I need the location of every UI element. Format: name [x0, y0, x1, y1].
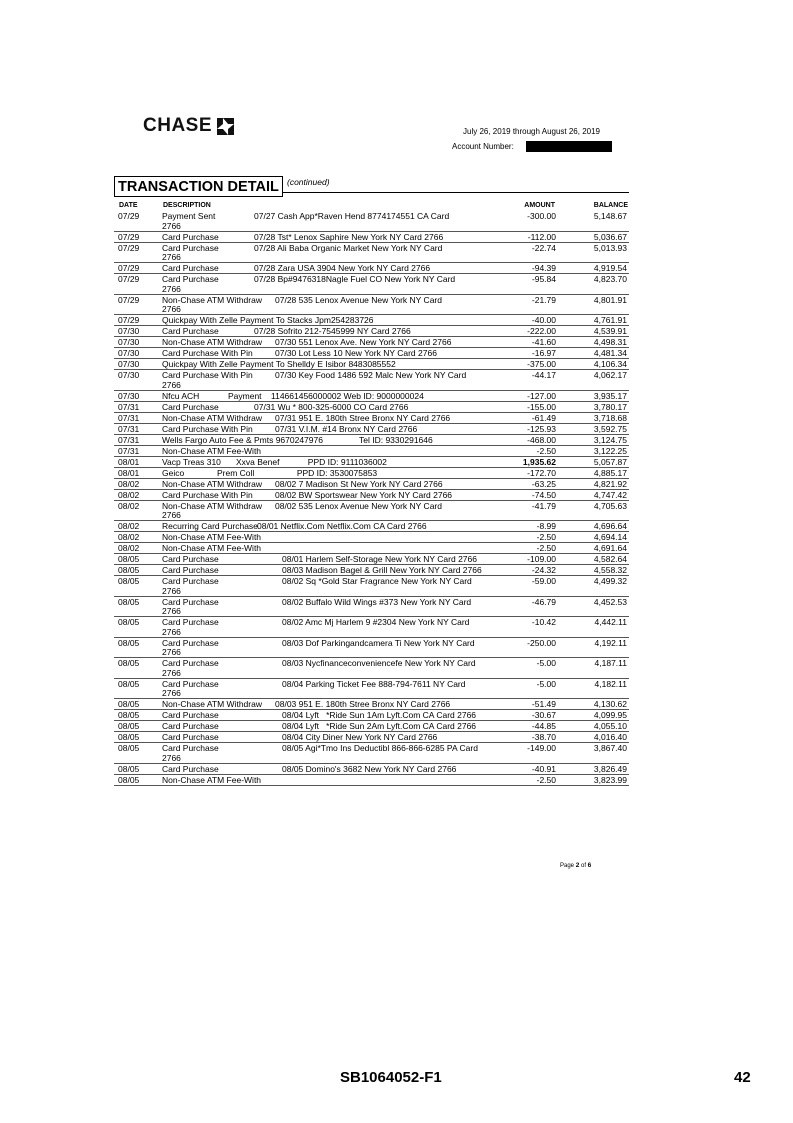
transaction-date: 08/02: [118, 500, 140, 511]
transaction-amount: -2.50: [536, 532, 556, 542]
transaction-type: Card Purchase: [162, 596, 219, 607]
transaction-amount: -61.49: [531, 412, 556, 423]
transaction-balance: 5,148.67: [593, 211, 627, 221]
transaction-balance: 4,187.11: [594, 658, 627, 668]
transaction-card-suffix: 2766: [162, 510, 181, 520]
transaction-detail: 07/28 Bp#9476318Nagle Fuel CO New York NY Card: [254, 274, 456, 284]
transaction-detail: 08/02 BW Sportswear New York NY Card 2766: [275, 489, 453, 500]
transaction-detail: 08/02 Amc Mj Harlem 9 #2304 New York NY Card: [282, 617, 470, 627]
transaction-card-suffix: 2766: [162, 647, 181, 657]
transaction-type: Card Purchase: [162, 576, 219, 586]
transaction-amount: -94.39: [531, 263, 556, 273]
transaction-row: [114, 263, 629, 274]
transaction-date: 07/29: [118, 242, 140, 253]
transaction-balance: 3,935.17: [593, 390, 627, 401]
transaction-card-suffix: 2766: [162, 252, 181, 262]
transaction-date: 07/30: [118, 390, 140, 401]
transaction-row: [114, 402, 629, 413]
transaction-detail: 08/03 Dof Parkingandcamera Ti New York NY Card: [282, 637, 475, 648]
transaction-type: Nfcu ACH: [162, 390, 200, 401]
transaction-date: 07/29: [118, 211, 140, 221]
transaction-date: 07/29: [118, 294, 140, 305]
transaction-type: Card Purchase: [162, 231, 219, 242]
transaction-date: 07/31: [118, 412, 140, 423]
transaction-detail: 07/28 535 Lenox Avenue New York NY Card: [275, 294, 442, 305]
transaction-balance: 4,498.31: [593, 337, 627, 347]
chase-octagon-icon: [217, 118, 234, 135]
transaction-balance: 4,481.34: [593, 348, 627, 358]
transaction-row: [114, 699, 629, 710]
transaction-detail: 08/04 City Diner New York NY Card 2766: [282, 732, 438, 742]
statement-period: July 26, 2019 through August 26, 2019: [463, 127, 600, 136]
transaction-date: 07/30: [118, 337, 140, 347]
transaction-detail: 07/28 Zara USA 3904 New York NY Card 2766: [254, 263, 431, 273]
transaction-row: [114, 468, 629, 479]
transaction-type: Non-Chase ATM Fee-With: [162, 543, 262, 553]
transaction-amount: -74.50: [531, 489, 556, 500]
transaction-date: 08/05: [118, 658, 140, 668]
transaction-row: [114, 764, 629, 775]
brand-name: CHASE: [143, 115, 213, 136]
transaction-balance: 4,452.53: [593, 596, 627, 607]
transaction-row: [114, 274, 629, 295]
transaction-date: 08/05: [118, 554, 140, 564]
page-indicator: [560, 862, 591, 869]
transaction-detail: 08/03 951 E. 180th Stree Bronx NY Card 2766: [275, 699, 451, 709]
transaction-type: Card Purchase: [162, 732, 219, 742]
transaction-balance: 4,130.62: [593, 699, 627, 709]
transaction-list: [114, 211, 629, 786]
transaction-detail: 08/03 Nycfinanceconveniencefe New York NY Card: [282, 658, 476, 668]
transaction-amount: -51.49: [531, 699, 556, 709]
transaction-type: Card Purchase: [162, 763, 219, 774]
transaction-row: [114, 617, 629, 638]
transaction-card-suffix: 2766: [162, 667, 181, 678]
transaction-date: 07/31: [118, 434, 140, 445]
transaction-row: [114, 658, 629, 679]
transaction-amount: -44.85: [531, 721, 556, 731]
transaction-detail: 08/04 Parking Ticket Fee 888-794-7611 NY Card: [282, 678, 466, 689]
transaction-date: 08/02: [118, 532, 140, 542]
transaction-date: 07/31: [118, 445, 140, 456]
transaction-detail: 07/31 V.I.M. #14 Bronx NY Card 2766: [275, 423, 418, 434]
transaction-row: [114, 232, 629, 243]
transaction-date: 08/05: [118, 678, 140, 689]
transaction-type: Card Purchase: [162, 326, 219, 336]
transaction-amount: -172.70: [527, 467, 556, 478]
transaction-balance: 4,696.64: [593, 521, 627, 531]
transaction-amount: -24.32: [531, 565, 556, 575]
transaction-type: Card Purchase: [162, 637, 219, 648]
transaction-type: Card Purchase: [162, 658, 219, 668]
transaction-balance: 4,106.34: [593, 359, 627, 369]
transaction-card-suffix: 2766: [162, 304, 181, 314]
transaction-type: Non-Chase ATM Withdraw: [162, 337, 262, 347]
transaction-detail: 08/02 7 Madison St New York NY Card 2766: [275, 478, 443, 489]
transaction-row: [114, 479, 629, 490]
transaction-balance: 3,823.99: [593, 774, 627, 785]
transaction-balance: 4,919.54: [593, 263, 627, 273]
transaction-type: Non-Chase ATM Withdraw: [162, 699, 262, 709]
page-label: Page: [560, 863, 575, 869]
transaction-balance: 3,122.25: [593, 445, 627, 456]
transaction-amount: -41.60: [531, 337, 556, 347]
column-header-amount: AMOUNT: [524, 202, 555, 209]
transaction-type: Card Purchase: [162, 242, 219, 253]
transaction-row: [114, 211, 629, 232]
transaction-row: [114, 243, 629, 264]
transaction-row: [114, 521, 629, 532]
transaction-amount: -41.79: [531, 500, 556, 511]
transaction-type: Card Purchase With Pin: [162, 370, 253, 380]
transaction-type: Non-Chase ATM Fee-With: [162, 774, 262, 785]
transaction-amount: -59.00: [531, 576, 556, 586]
transaction-type: Geico: [162, 467, 185, 478]
page-current: 2: [575, 862, 580, 869]
transaction-type: Quickpay With Zelle Payment To Stacks Jpm254283726: [162, 315, 374, 325]
transaction-date: 08/05: [118, 565, 140, 575]
transaction-type: Card Purchase: [162, 721, 219, 731]
transaction-date: 08/05: [118, 699, 140, 709]
transaction-type: Card Purchase: [162, 678, 219, 689]
transaction-date: 08/05: [118, 743, 140, 753]
transaction-balance: 3,718.68: [593, 412, 627, 423]
transaction-balance: 5,057.87: [593, 456, 627, 467]
transaction-balance: 4,016.40: [593, 732, 627, 742]
transaction-card-suffix: 2766: [162, 606, 181, 616]
transaction-balance: 4,558.32: [593, 565, 627, 575]
transaction-balance: 4,747.42: [593, 489, 627, 500]
transaction-date: 07/29: [118, 263, 140, 273]
transaction-amount: 1,935.62: [522, 456, 556, 467]
transaction-detail: Xxva Benef PPD ID: 9111036002: [236, 456, 387, 467]
transaction-amount: -63.25: [531, 478, 556, 489]
transaction-detail: 07/30 551 Lenox Ave. New York NY Card 2766: [275, 337, 452, 347]
transaction-amount: -125.93: [527, 423, 556, 434]
transaction-date: 08/05: [118, 617, 140, 627]
transaction-date: 08/01: [118, 467, 140, 478]
transaction-balance: 4,761.91: [593, 315, 627, 325]
transaction-row: [114, 391, 629, 402]
transaction-amount: -8.99: [536, 521, 556, 531]
transaction-balance: 4,099.95: [593, 710, 627, 720]
transaction-amount: -10.42: [531, 617, 556, 627]
transaction-row: [114, 315, 629, 326]
transaction-amount: -109.00: [527, 554, 556, 564]
document-id: SB1064052-F1: [340, 1069, 442, 1086]
transaction-card-suffix: 2766: [162, 585, 181, 596]
transaction-date: 07/30: [118, 370, 140, 380]
transaction-balance: 4,182.11: [594, 678, 627, 689]
section-title: TRANSACTION DETAIL: [114, 176, 283, 197]
chase-logo: [143, 115, 234, 137]
transaction-detail: 08/02 Sq *Gold Star Fragrance New York NY Card: [282, 576, 472, 586]
transaction-type: Card Purchase With Pin: [162, 348, 253, 358]
transaction-date: 07/29: [118, 231, 140, 242]
transaction-detail: Tel ID: 9330291646: [359, 434, 433, 445]
transaction-row: [114, 775, 629, 786]
transaction-type: Wells Fargo Auto Fee & Pmts 9670247976: [162, 434, 323, 445]
transaction-balance: 4,823.70: [593, 274, 627, 284]
transaction-balance: 4,821.92: [593, 478, 627, 489]
transaction-date: 08/02: [118, 489, 140, 500]
transaction-row: [114, 326, 629, 337]
transaction-amount: -95.84: [531, 274, 556, 284]
transaction-balance: 5,013.93: [593, 242, 627, 253]
transaction-row: [114, 295, 629, 316]
transaction-detail: 07/28 Ali Baba Organic Market New York NY Card: [254, 242, 443, 253]
transaction-row: [114, 732, 629, 743]
transaction-row: [114, 424, 629, 435]
transaction-detail: 07/30 Lot Less 10 New York NY Card 2766: [275, 348, 437, 358]
transaction-type: Card Purchase With Pin: [162, 489, 253, 500]
transaction-amount: -149.00: [527, 743, 556, 753]
transaction-type: Non-Chase ATM Fee-With: [162, 532, 262, 542]
transaction-card-suffix: 2766: [162, 688, 181, 698]
transaction-amount: -375.00: [527, 359, 556, 369]
transaction-date: 08/05: [118, 732, 140, 742]
transaction-card-suffix: 2766: [162, 752, 181, 763]
transaction-detail: 08/04 Lyft *Ride Sun 2Am Lyft.Com CA Card 2766: [282, 721, 477, 731]
transaction-type: Vacp Treas 310: [162, 456, 221, 467]
transaction-type: Card Purchase: [162, 274, 219, 284]
transaction-balance: 3,592.75: [593, 423, 627, 434]
transaction-row: [114, 413, 629, 424]
transaction-row: [114, 554, 629, 565]
transaction-row: [114, 359, 629, 370]
transaction-balance: 3,867.40: [593, 743, 627, 753]
transaction-detail: 08/04 Lyft *Ride Sun 1Am Lyft.Com CA Card 2766: [282, 710, 477, 720]
transaction-detail: 08/01 Harlem Self-Storage New York NY Card 2766: [282, 554, 477, 564]
transaction-date: 08/02: [118, 543, 140, 553]
transaction-amount: -30.67: [531, 710, 556, 720]
transaction-date: 07/31: [118, 401, 140, 412]
transaction-detail: Prem Coll PPD ID: 3530075853: [217, 467, 378, 478]
transaction-detail: 07/28 Sofrito 212-7545999 NY Card 2766: [254, 326, 411, 336]
transaction-row: [114, 446, 629, 457]
bates-page-number: 42: [734, 1069, 751, 1086]
continued-label: (continued): [287, 177, 330, 187]
transaction-balance: 4,691.64: [593, 543, 627, 553]
transaction-row: [114, 638, 629, 659]
transaction-balance: 4,582.64: [593, 554, 627, 564]
transaction-detail: 08/05 Agi*Tmo Ins Deductibl 866-866-6285 PA Card: [282, 743, 478, 753]
transaction-row: [114, 501, 629, 522]
transaction-detail: 07/27 Cash App*Raven Hend 8774174551 CA Card: [254, 211, 450, 221]
transaction-amount: -40.91: [531, 763, 556, 774]
transaction-type: Card Purchase: [162, 710, 219, 720]
transaction-amount: -21.79: [531, 294, 556, 305]
transaction-row: [114, 532, 629, 543]
transaction-row: [114, 490, 629, 501]
transaction-date: 08/05: [118, 596, 140, 607]
transaction-detail: 07/31 951 E. 180th Stree Bronx NY Card 2766: [275, 412, 451, 423]
transaction-type: Card Purchase: [162, 617, 219, 627]
transaction-amount: -127.00: [527, 390, 556, 401]
transaction-row: [114, 679, 629, 700]
transaction-detail: Payment 114661456000002 Web ID: 9000000024: [228, 390, 424, 401]
transaction-type: Non-Chase ATM Withdraw: [162, 500, 262, 511]
transaction-detail: 07/28 Tst* Lenox Saphire New York NY Card 2766: [254, 231, 444, 242]
transaction-balance: 3,826.49: [593, 763, 627, 774]
transaction-date: 08/05: [118, 637, 140, 648]
transaction-balance: 4,705.63: [593, 500, 627, 511]
transaction-amount: -38.70: [531, 732, 556, 742]
transaction-type: Card Purchase: [162, 743, 219, 753]
transaction-balance: 4,499.32: [593, 576, 627, 586]
transaction-row: [114, 435, 629, 446]
transaction-amount: -250.00: [527, 637, 556, 648]
transaction-date: 08/05: [118, 576, 140, 586]
transaction-card-suffix: 2766: [162, 379, 181, 390]
transaction-amount: -40.00: [531, 315, 556, 325]
transaction-row: [114, 721, 629, 732]
transaction-detail: 08/03 Madison Bagel & Grill New York NY Card 2766: [282, 565, 482, 575]
transaction-type: Card Purchase: [162, 565, 219, 575]
column-header-description: DESCRIPTION: [163, 202, 211, 209]
transaction-type: Non-Chase ATM Withdraw: [162, 478, 262, 489]
transaction-amount: -112.00: [527, 231, 556, 242]
transaction-detail: 08/02 Buffalo Wild Wings #373 New York NY Card: [282, 596, 472, 607]
transaction-date: 08/02: [118, 521, 140, 531]
transaction-row: [114, 457, 629, 468]
transaction-detail: 07/30 Key Food 1486 592 Malc New York NY Card: [275, 370, 467, 380]
transaction-balance: 4,801.91: [593, 294, 627, 305]
transaction-amount: -22.74: [531, 242, 556, 253]
transaction-type: Payment Sent: [162, 211, 216, 221]
account-number: [452, 141, 612, 152]
transaction-balance: 4,192.11: [594, 637, 627, 648]
transaction-type: Non-Chase ATM Withdraw: [162, 294, 262, 305]
transaction-row: [114, 565, 629, 576]
transaction-detail: 07/31 Wu * 800-325-6000 CO Card 2766: [254, 401, 409, 412]
transaction-balance: 4,442.11: [594, 617, 627, 627]
transaction-type: Non-Chase ATM Withdraw: [162, 412, 262, 423]
transaction-card-suffix: 2766: [162, 626, 181, 637]
transaction-type: Recurring Card Purchase: [162, 521, 258, 531]
account-number-redaction: [526, 141, 612, 152]
column-header-balance: BALANCE: [593, 202, 628, 209]
transaction-row: [114, 370, 629, 391]
transaction-date: 08/05: [118, 721, 140, 731]
transaction-date: 08/05: [118, 710, 140, 720]
page-of: of: [580, 863, 586, 869]
transaction-balance: 3,124.75: [593, 434, 627, 445]
transaction-date: 07/30: [118, 359, 140, 369]
transaction-amount: -222.00: [527, 326, 556, 336]
transaction-amount: -155.00: [527, 401, 556, 412]
page-total: 6: [587, 862, 592, 869]
transaction-row: [114, 348, 629, 359]
transaction-balance: 3,780.17: [593, 401, 627, 412]
transaction-date: 07/30: [118, 326, 140, 336]
transaction-amount: -2.50: [536, 543, 556, 553]
transaction-type: Quickpay With Zelle Payment To Shelldy E Isibor 8483085552: [162, 359, 396, 369]
transaction-balance: 4,694.14: [593, 532, 627, 542]
transaction-row: [114, 576, 629, 597]
transaction-row: [114, 710, 629, 721]
transaction-card-suffix: 2766: [162, 283, 181, 294]
transaction-date: 07/30: [118, 348, 140, 358]
account-number-label: Account Number:: [452, 142, 514, 151]
transaction-date: 08/05: [118, 763, 140, 774]
transaction-balance: 4,539.91: [593, 326, 627, 336]
transaction-type: Card Purchase: [162, 401, 219, 412]
transaction-date: 07/29: [118, 274, 140, 284]
transaction-amount: -44.17: [531, 370, 556, 380]
transaction-amount: -5.00: [536, 658, 556, 668]
transaction-detail: 08/02 535 Lenox Avenue New York NY Card: [275, 500, 442, 511]
transaction-type: Non-Chase ATM Fee-With: [162, 445, 262, 456]
transaction-balance: 5,036.67: [593, 231, 627, 242]
transaction-type: Card Purchase: [162, 263, 219, 273]
transaction-amount: -16.97: [531, 348, 556, 358]
transaction-date: 07/29: [118, 315, 140, 325]
transaction-type: Card Purchase: [162, 554, 219, 564]
transaction-balance: 4,062.17: [593, 370, 627, 380]
transaction-row: [114, 337, 629, 348]
transaction-amount: -2.50: [536, 774, 556, 785]
transaction-date: 07/31: [118, 423, 140, 434]
transaction-date: 08/01: [118, 456, 140, 467]
transaction-amount: -5.00: [536, 678, 556, 689]
transaction-balance: 4,055.10: [593, 721, 627, 731]
transaction-amount: -300.00: [527, 211, 556, 221]
transaction-card-suffix: 2766: [162, 220, 181, 231]
transaction-amount: -46.79: [531, 596, 556, 607]
transaction-date: 08/05: [118, 774, 140, 785]
transaction-detail: 08/01 Netflix.Com Netflix.Com CA Card 2766: [257, 521, 427, 531]
transaction-amount: -2.50: [536, 445, 556, 456]
transaction-amount: -468.00: [527, 434, 556, 445]
transaction-row: [114, 597, 629, 618]
transaction-detail: 08/05 Domino's 3682 New York NY Card 2766: [282, 763, 457, 774]
transaction-type: Card Purchase With Pin: [162, 423, 253, 434]
column-header-date: DATE: [119, 202, 138, 209]
transaction-row: [114, 743, 629, 764]
transaction-date: 08/02: [118, 478, 140, 489]
transaction-row: [114, 543, 629, 554]
transaction-balance: 4,885.17: [593, 467, 627, 478]
